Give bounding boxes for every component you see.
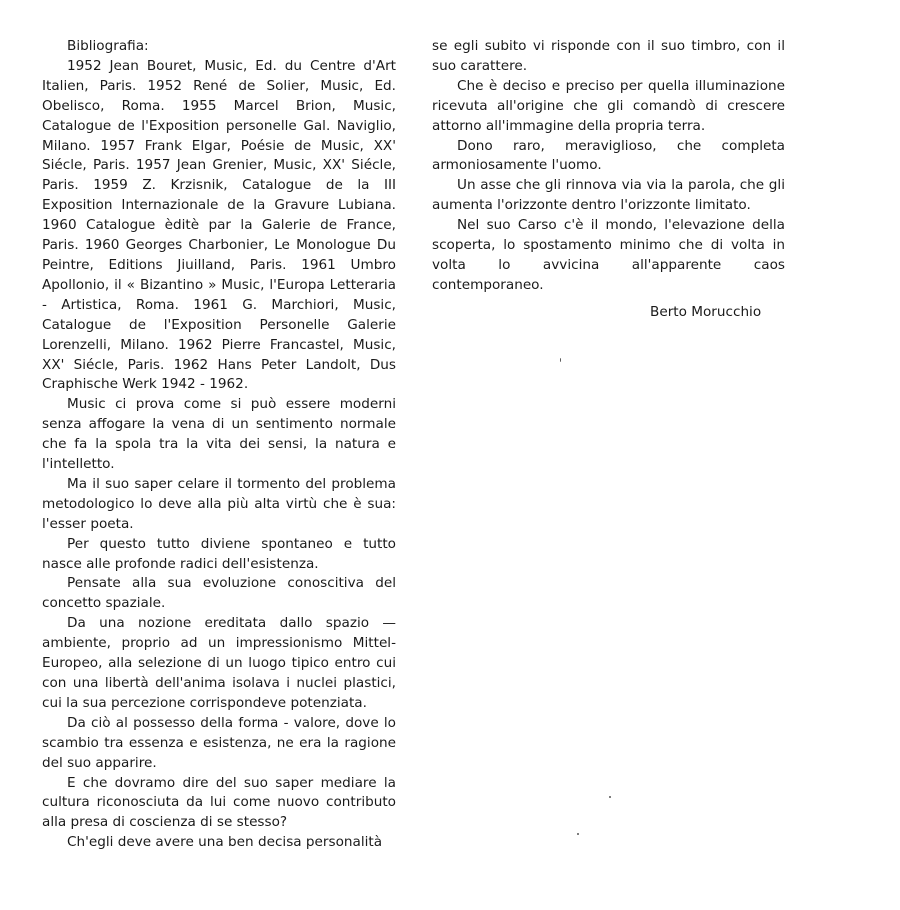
scan-speck bbox=[577, 833, 579, 835]
paragraph: Da una nozione ereditata dallo spazio — ambiente, proprio ad un impressionismo Mittel-Europeo, alla selezione di un luogo tipico entro cui con una libertà dell'anima isolava i nuclei plastici, cui la sua percezione corrispondeve potenziata. bbox=[42, 615, 396, 711]
paragraph: Dono raro, meraviglioso, che completa armoniosamente l'uomo. bbox=[432, 137, 785, 174]
paragraph: Che è deciso e preciso per quella illuminazione ricevuta all'origine che gli comandò di crescere attorno all'immagine della propria terra. bbox=[432, 77, 785, 134]
continuation-text: se egli subito vi risponde con il suo timbro, con il suo carattere. bbox=[432, 38, 785, 74]
paragraph: Ma il suo saper celare il tormento del problema metodologico lo deve alla più alta virtù che è sua: l'esser poeta. bbox=[42, 475, 396, 532]
left-column bbox=[42, 37, 396, 853]
author-signature: Berto Morucchio bbox=[650, 303, 762, 320]
paragraph: Pensate alla sua evoluzione conoscitiva del concetto spaziale. bbox=[42, 575, 396, 612]
bibliography-heading: Bibliografia: bbox=[67, 38, 149, 54]
scan-speck bbox=[560, 358, 561, 362]
paragraph: Per questo tutto diviene spontaneo e tutto nasce alle profonde radici dell'esistenza. bbox=[42, 535, 396, 572]
paragraph: Nel suo Carso c'è il mondo, l'elevazione della scoperta, lo spostamento minimo che di volta in volta lo avvicina all'apparente caos contemporaneo. bbox=[432, 217, 785, 293]
paragraph: Da ciò al possesso della forma - valore, dove lo scambio tra essenza e esistenza, ne era la ragione del suo apparire. bbox=[42, 714, 396, 771]
right-column bbox=[432, 37, 785, 323]
paragraph: Music ci prova come si può essere moderni senza affogare la vena di un sentimento normale che fa la spola tra la vita dei sensi, la natura e l'intelletto. bbox=[42, 396, 396, 473]
paragraph: Un asse che gli rinnova via via la parola, che gli aumenta l'orizzonte dentro l'orizzonte limitato. bbox=[432, 177, 785, 214]
scan-speck bbox=[609, 796, 611, 798]
paragraph: E che dovramo dire del suo saper mediare la cultura riconosciuta da lui come nuovo contributo alla presa di coscienza di se stesso? bbox=[42, 774, 396, 831]
paragraph: Ch'egli deve avere una ben decisa personalità bbox=[67, 834, 383, 851]
bibliography-text: 1952 Jean Bouret, Music, Ed. du Centre d'Art Italien, Paris. 1952 René de Solier, Music, Ed. Obelisco, Roma. 1955 Marcel Brion, Music, Catalogue de l'Exposition personelle Gal. Naviglio, Milano. 1957 Frank Elgar, Poésie de Music, XX' Siécle, Paris. 1957 Jean Grenier, Music, XX' Siécle, Paris. 1959 Z. Krzisnik, Catalogue de la III Exposition Internazionale de la Gravure Lubiana. 1960 Catalogue èditè par la Galerie de France, Paris. 1960 Georges Charbonier, Le Monologue Du Peintre, Editions Jiuilland, Paris. 1961 Umbro Apollonio, il « Bizantino » Music, l'Europa Letteraria - Artistica, Roma. 1961 G. Marchiori, Music, Catalogue de l'Exposition Personelle Galerie Lorenzelli, Milano. 1962 Pierre Francastel, Music, XX' Siécle, Paris. 1962 Hans Peter Landolt, Dus Craphische Werk 1942 - 1962. bbox=[42, 57, 396, 393]
